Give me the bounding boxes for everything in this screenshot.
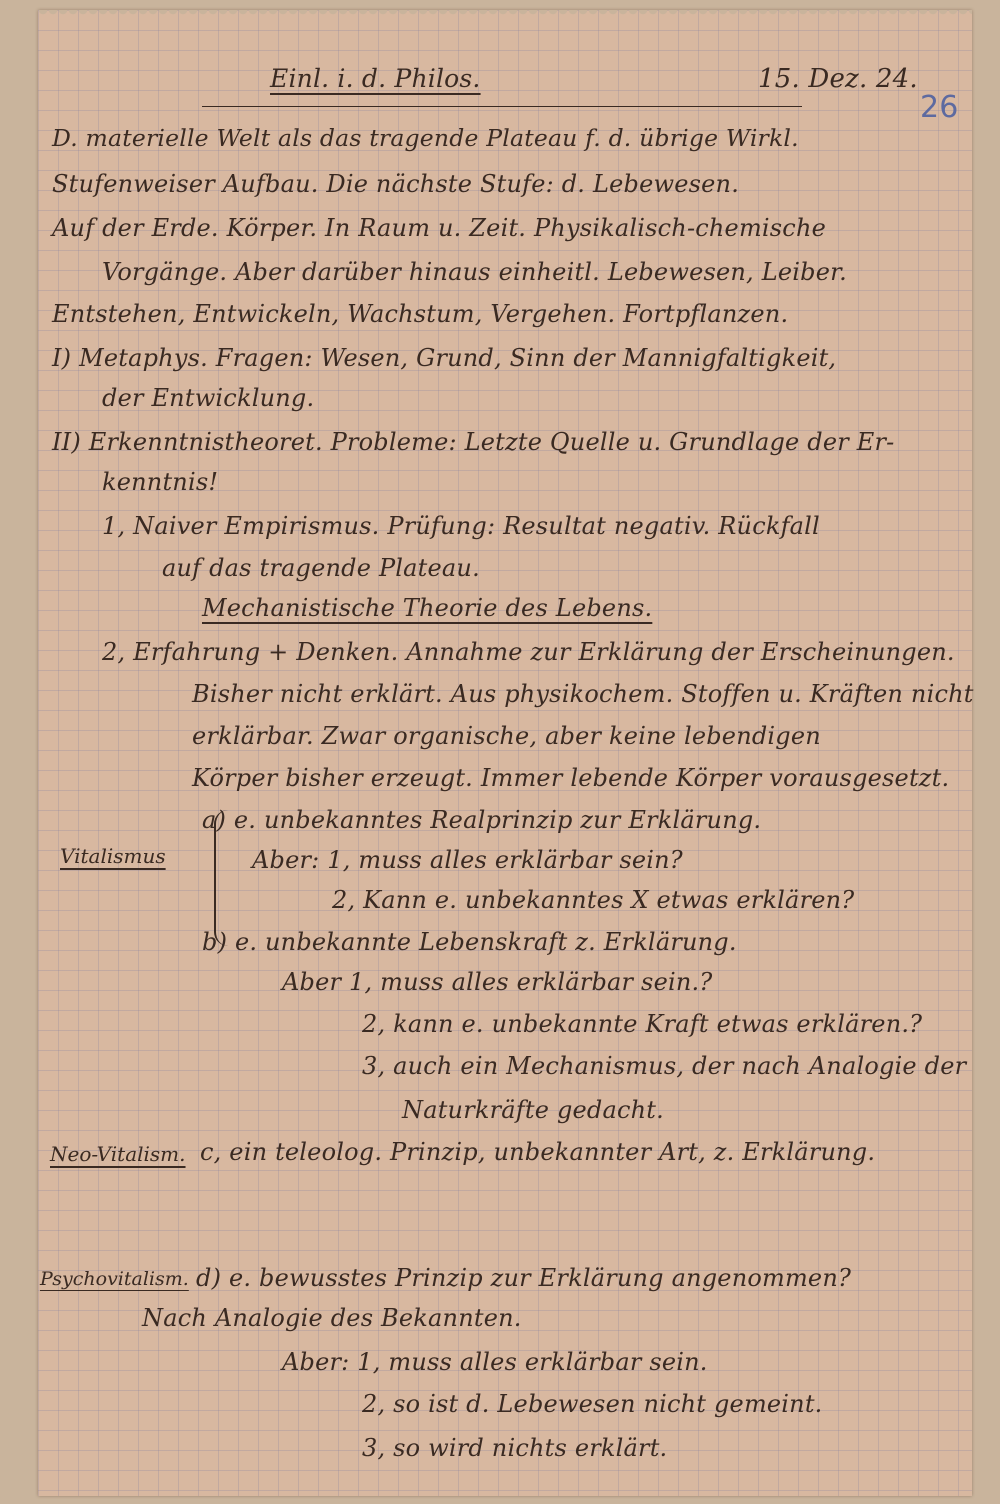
text-line: auf das tragende Plateau. — [162, 554, 480, 582]
text-line: d) e. bewusstes Prinzip zur Erklärung angenommen? — [196, 1264, 852, 1292]
page-date: 15. Dez. 24. — [758, 64, 918, 94]
text-line: erklärbar. Zwar organische, aber keine lebendigen — [192, 722, 821, 750]
text-line: 2, so ist d. Lebewesen nicht gemeint. — [362, 1390, 823, 1418]
text-line: I) Metaphys. Fragen: Wesen, Grund, Sinn der Mannigfaltigkeit, — [52, 344, 837, 372]
text-line: Aber: 1, muss alles erklärbar sein. — [282, 1348, 708, 1376]
margin-label-vitalismus: Vitalismus — [60, 844, 166, 868]
text-line: II) Erkenntnistheoret. Probleme: Letzte Quelle u. Grundlage der Er- — [52, 428, 895, 456]
text-line: Stufenweiser Aufbau. Die nächste Stufe: d. Lebewesen. — [52, 170, 740, 198]
text-line: kenntnis! — [102, 468, 219, 496]
text-line: b) e. unbekannte Lebenskraft z. Erklärung. — [202, 928, 737, 956]
text-line: 2, Erfahrung + Denken. Annahme zur Erklärung der Erscheinungen. — [102, 638, 955, 666]
text-line: Naturkräfte gedacht. — [402, 1096, 664, 1124]
margin-label-neo-vitalismus: Neo-Vitalism. — [50, 1142, 186, 1166]
text-line: c, ein teleolog. Prinzip, unbekannter Art, z. Erklärung. — [200, 1138, 876, 1166]
text-line: Bisher nicht erklärt. Aus physikochem. Stoffen u. Kräften nicht — [192, 680, 974, 708]
text-line: Auf der Erde. Körper. In Raum u. Zeit. Physikalisch-chemische — [52, 214, 827, 242]
text-line: 2, kann e. unbekannte Kraft etwas erklären.? — [362, 1010, 923, 1038]
margin-label-psychovitalismus: Psychovitalism. — [40, 1268, 189, 1290]
text-line: a) e. unbekanntes Realprinzip zur Erklärung. — [202, 806, 762, 834]
text-line: Nach Analogie des Bekannten. — [142, 1304, 522, 1332]
page-title: Einl. i. d. Philos. — [270, 64, 481, 93]
text-line: Mechanistische Theorie des Lebens. — [202, 594, 653, 622]
text-line: 3, so wird nichts erklärt. — [362, 1434, 668, 1462]
notebook-page — [38, 10, 972, 1496]
text-line: D. materielle Welt als das tragende Plateau f. d. übrige Wirkl. — [52, 124, 799, 152]
header-rule — [202, 106, 802, 107]
text-line: der Entwicklung. — [102, 384, 315, 412]
text-line: 1, Naiver Empirismus. Prüfung: Resultat negativ. Rückfall — [102, 512, 820, 540]
text-line: Körper bisher erzeugt. Immer lebende Körper vorausgesetzt. — [192, 764, 950, 792]
text-line: Aber: 1, muss alles erklärbar sein? — [252, 846, 683, 874]
text-line: Vorgänge. Aber darüber hinaus einheitl. Lebewesen, Leiber. — [102, 258, 847, 286]
text-line: 3, auch ein Mechanismus, der nach Analogie der — [362, 1052, 967, 1080]
page-number: 26 — [920, 90, 959, 125]
text-line: 2, Kann e. unbekanntes X etwas erklären? — [332, 886, 855, 914]
text-line: Entstehen, Entwickeln, Wachstum, Vergehen. Fortpflanzen. — [52, 300, 789, 328]
text-line: Aber 1, muss alles erklärbar sein.? — [282, 968, 713, 996]
perforated-edge — [38, 10, 972, 20]
